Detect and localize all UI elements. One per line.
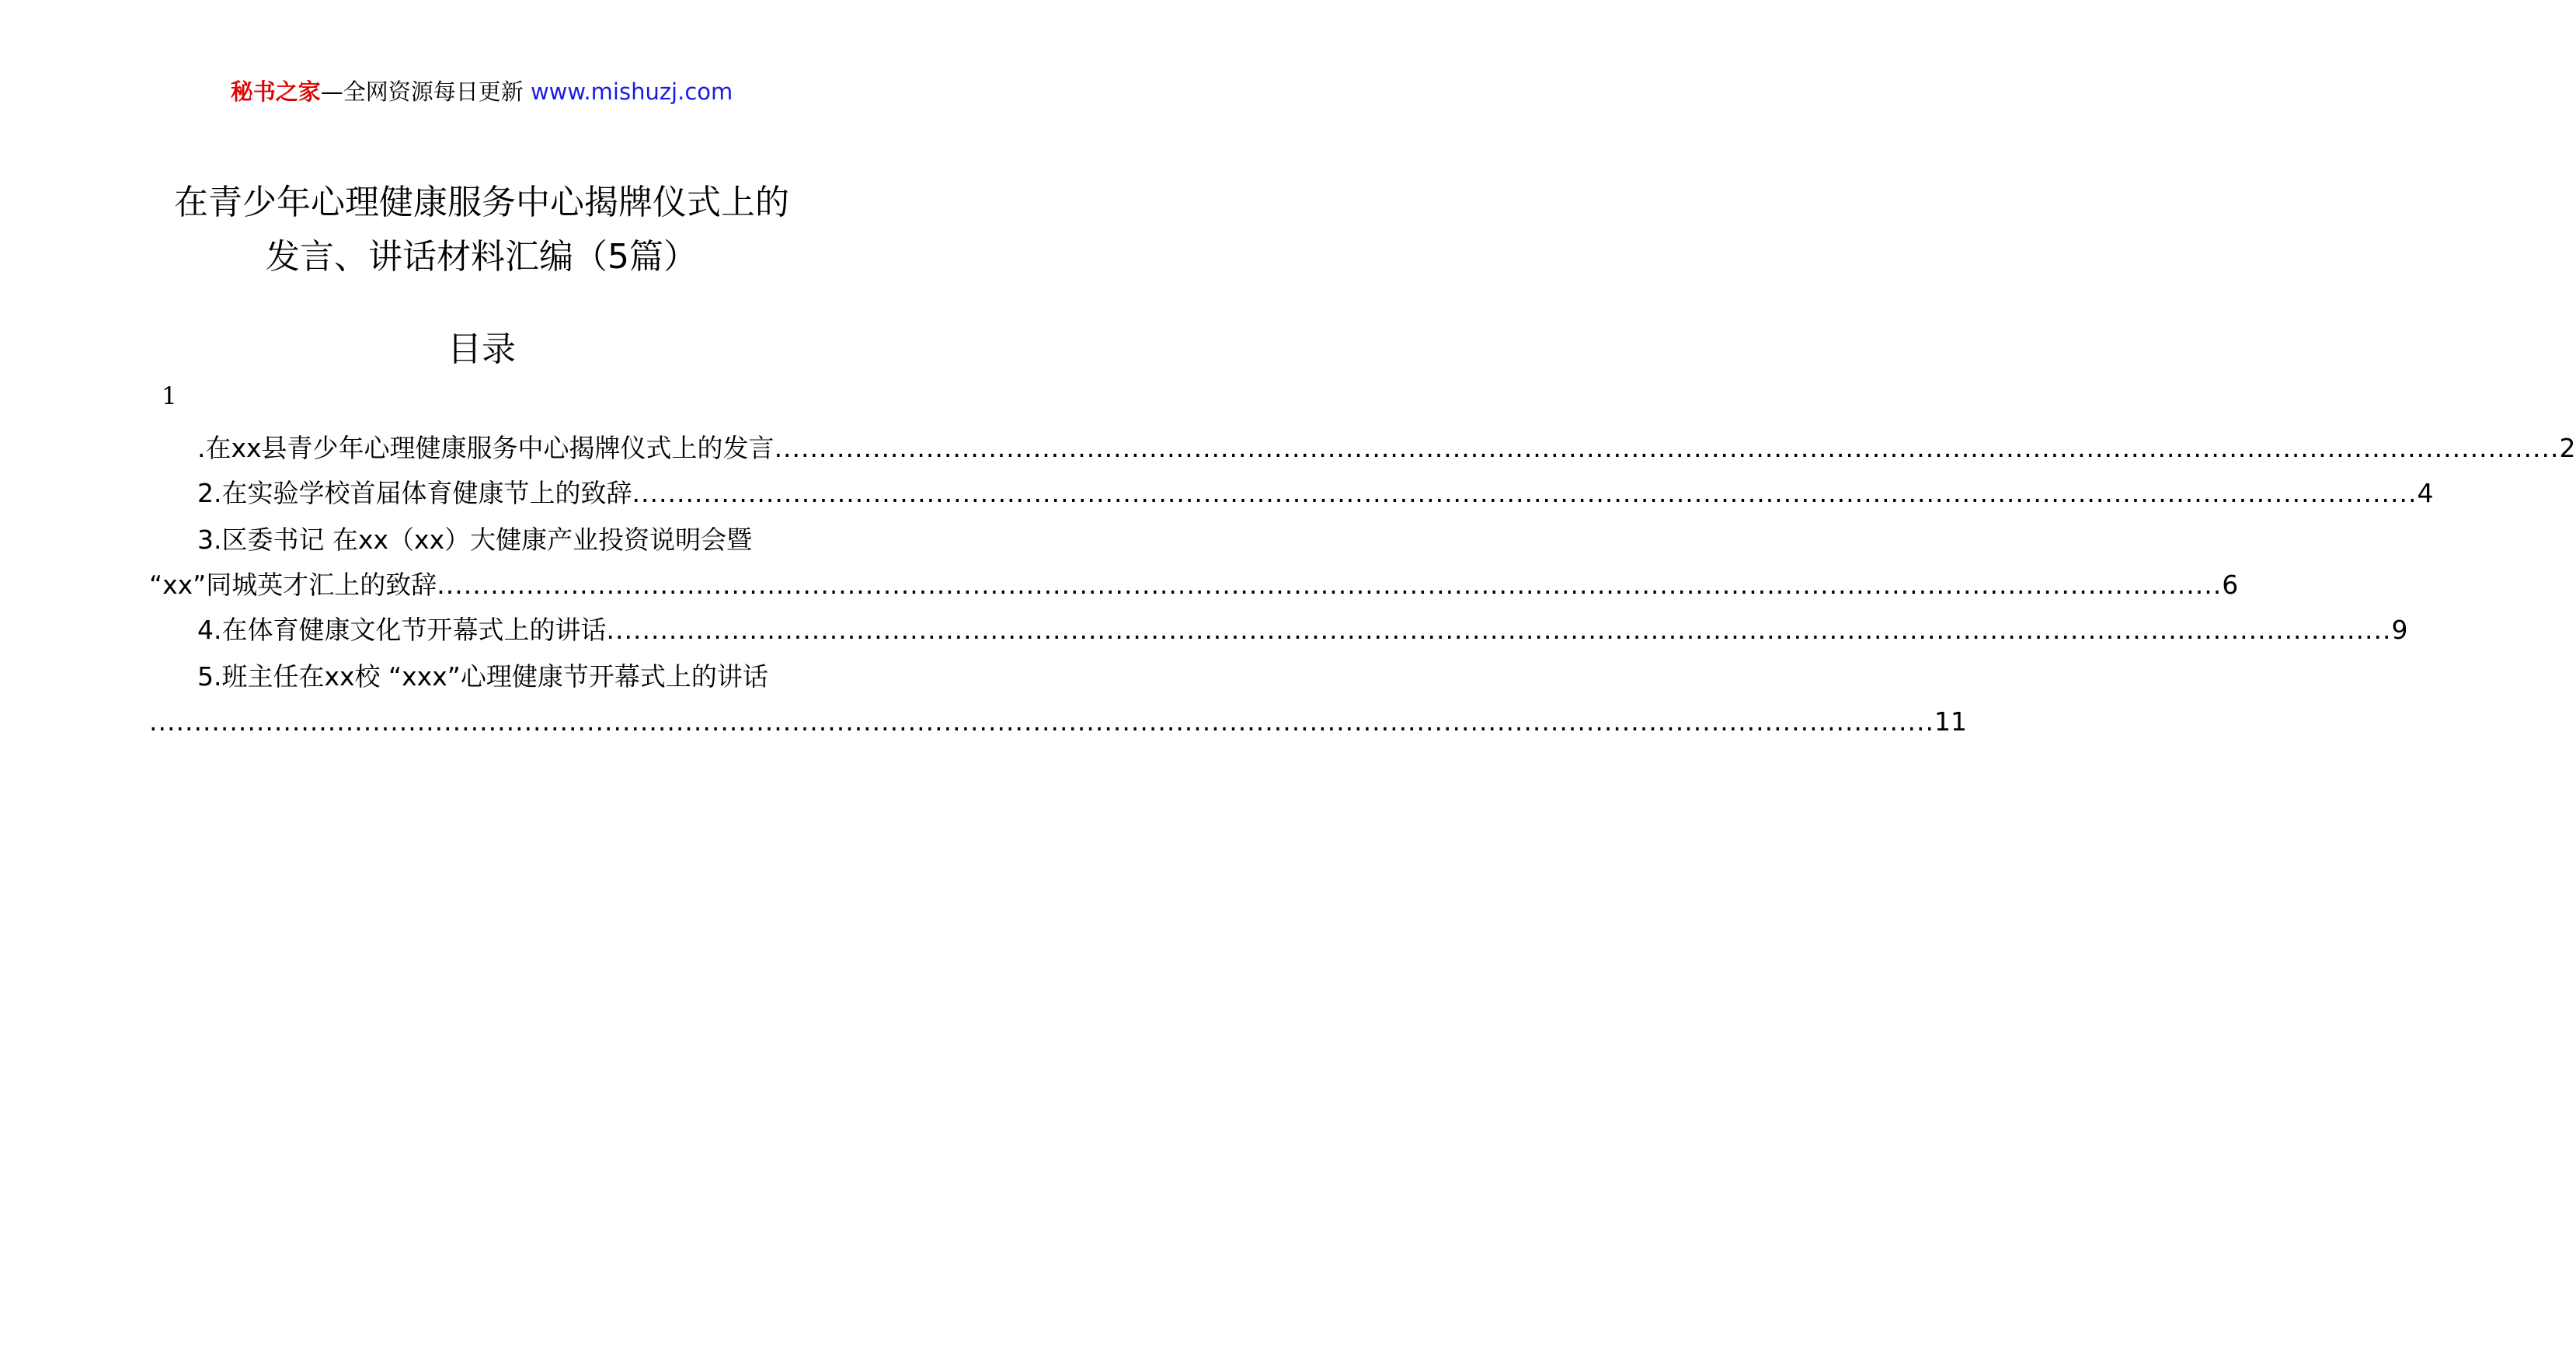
toc-entry-4[interactable]	[149, 612, 2408, 648]
toc-entry-text: 4.在体育健康文化节开幕式上的讲话	[197, 615, 607, 645]
toc-entry-text: 2.在实验学校首届体育健康节上的致辞	[197, 478, 632, 508]
toc-entry-text: “xx”同城英才汇上的致辞	[149, 570, 437, 600]
toc-entry-1[interactable]	[149, 431, 2576, 466]
toc-leader-dots: ........................................................................................................................................................................................................	[437, 570, 2223, 600]
toc-page-number: 9	[2391, 615, 2408, 645]
site-slogan: —全网资源每日更新	[320, 78, 524, 105]
toc-entry-5-line-1[interactable]	[149, 659, 817, 695]
toc-page-number: 2	[2559, 433, 2576, 463]
toc-entry-text: 5.班主任在xx校 “xxx”心理健康节开幕式上的讲话	[197, 661, 768, 692]
toc-leader-dots: ........................................................................................................................................................................................................	[606, 615, 2392, 645]
site-header	[0, 76, 963, 107]
toc-page-number: 4	[2417, 478, 2434, 508]
toc-heading: 目录	[447, 329, 516, 369]
toc-entry-2[interactable]	[149, 476, 2434, 511]
toc-entry-text: .在xx县青少年心理健康服务中心揭牌仪式上的发言	[197, 433, 775, 463]
toc-page-number: 11	[1934, 706, 1967, 737]
toc-stray-number: 1	[162, 382, 177, 410]
toc-leader-dots: ........................................................................................................................................................................................................	[632, 478, 2418, 508]
brand-name: 秘书之家	[230, 78, 321, 105]
toc-page-number: 6	[2222, 570, 2239, 600]
toc-leader-dots: ........................................................................................................................................................................................................	[149, 706, 1934, 737]
title-line-2: 发言、讲话材料汇编（5篇）	[266, 237, 698, 277]
toc-leader-dots: ........................................................................................................................................................................................................	[774, 433, 2560, 463]
toc-entry-3-line-1[interactable]	[149, 522, 817, 558]
toc-entry-text: 3.区委书记 在xx（xx）大健康产业投资说明会暨	[197, 525, 753, 555]
toc-entry-5-line-2[interactable]	[149, 704, 1967, 740]
site-url-link[interactable]: www.mishuzj.com	[530, 78, 733, 105]
toc-entry-3-line-2[interactable]	[149, 567, 2239, 603]
title-line-1: 在青少年心理健康服务中心揭牌仪式上的	[174, 183, 789, 222]
document-title	[93, 176, 870, 284]
